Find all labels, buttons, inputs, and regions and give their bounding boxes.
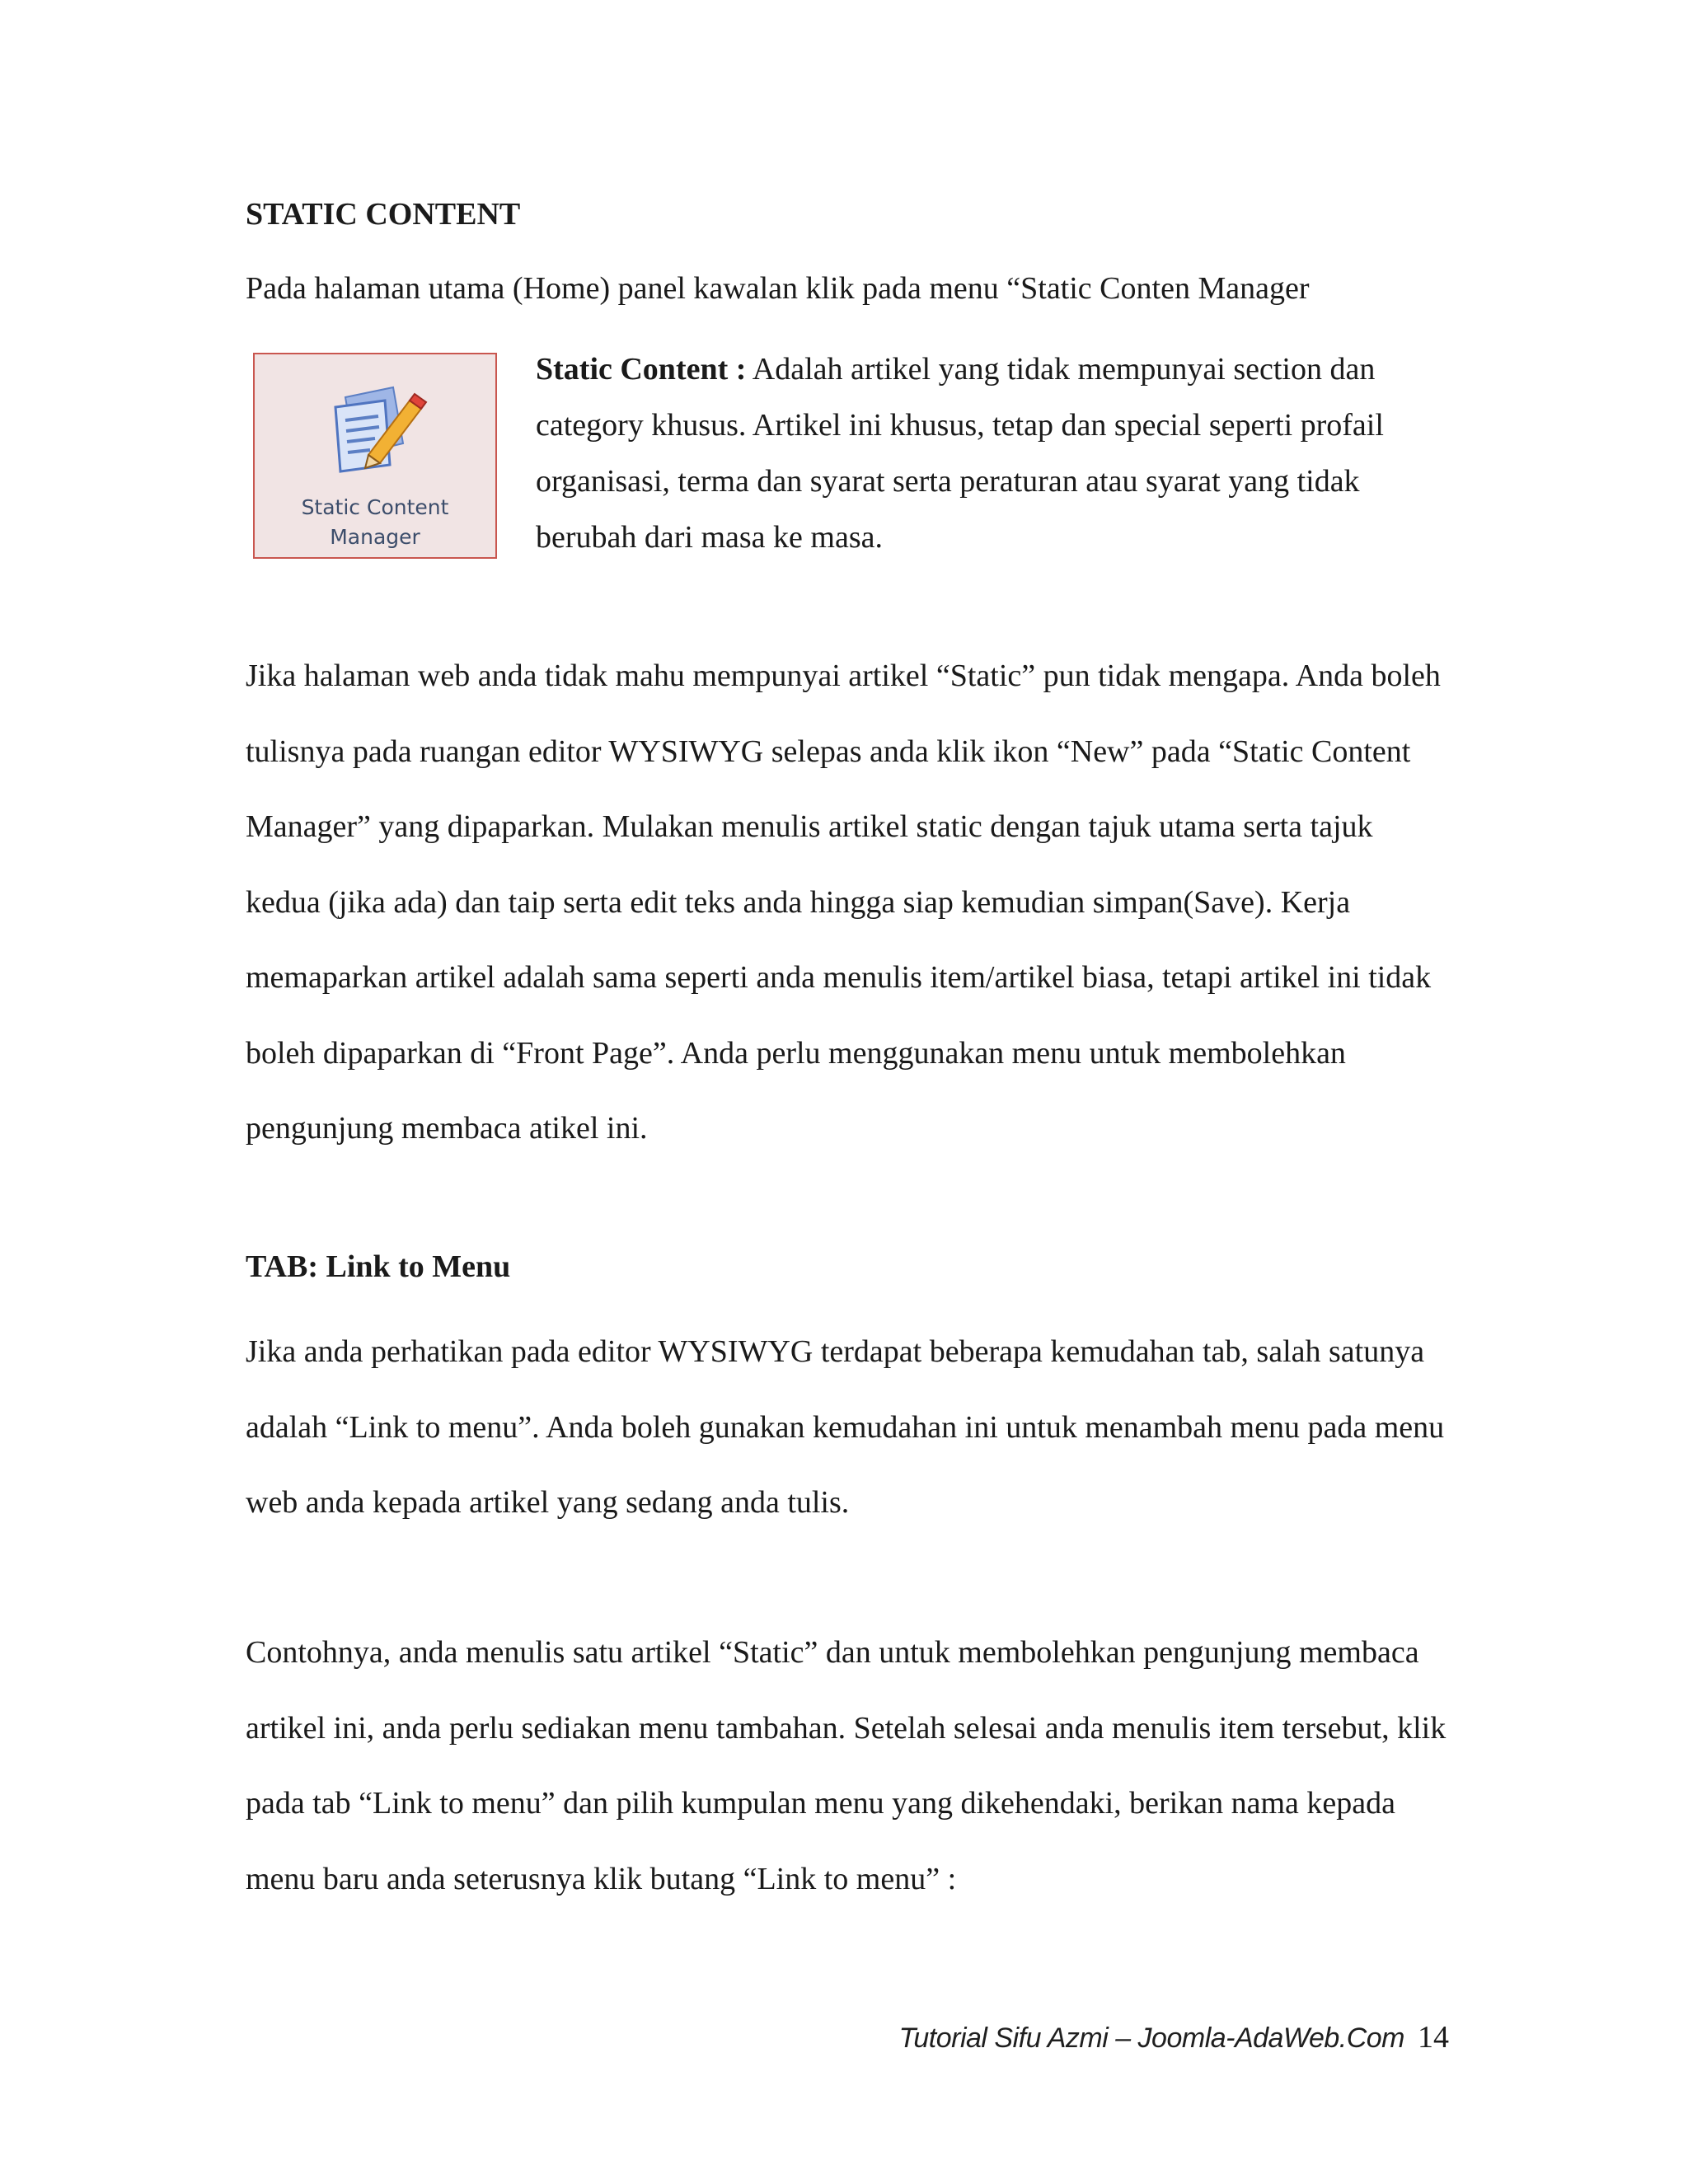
paragraph-static-article: Jika halaman web anda tidak mahu mempunyai artikel “Static” pun tidak mengapa. Anda boleh tulisnya pada ruangan editor WYSIWYG selepas anda klik ikon “New” pada “Static Content Manager” yang dipaparkan. Mulakan menulis artikel static dengan tajuk utama serta tajuk kedua (jika ada) dan taip serta edit teks anda hingga siap kemudian simpan(Save). Kerja memaparkan artikel adalah sama seperti anda menulis item/artikel biasa, tetapi artikel ini tidak boleh dipaparkan di “Front Page”. Anda perlu menggunakan menu untuk membolehkan pengunjung membaca atikel ini. bbox=[246, 658, 1441, 1146]
static-content-manager-icon bbox=[321, 379, 428, 482]
paragraph-link-to-menu-tab: Jika anda perhatikan pada editor WYSIWYG terdapat beberapa kemudahan tab, salah satunya adalah “Link to menu”. Anda boleh gunakan kemudahan ini untuk menambah menu pada menu web anda kepada artikel yang sedang anda tulis. bbox=[246, 1334, 1445, 1520]
definition-text: Adalah artikel yang tidak mempunyai section dan category khusus. Artikel ini khusus, tetap dan special seperti profail organisasi, terma dan syarat serta peraturan atau syarat yang tidak berubah dari masa ke masa. bbox=[536, 352, 1384, 555]
static-content-manager-label bbox=[255, 493, 495, 552]
definition-term: Static Content : bbox=[536, 352, 747, 387]
icon-label-line-1: Static Content bbox=[301, 495, 449, 519]
paragraph-example: Contohnya, anda menulis satu artikel “Static” dan untuk membolehkan pengunjung membaca artikel ini, anda perlu sediakan menu tambahan. Setelah selesai anda menulis item tersebut, klik pada tab “Link to menu” dan pilih kumpulan menu yang dikehendaki, berikan nama kepada menu baru anda seterusnya klik butang “Link to menu” : bbox=[246, 1635, 1447, 1896]
icon-label-line-2: Manager bbox=[330, 525, 420, 549]
page-footer bbox=[899, 2019, 1449, 2055]
intro-paragraph: Pada halaman utama (Home) panel kawalan klik pada menu “Static Conten Manager bbox=[246, 271, 1310, 306]
static-content-definition bbox=[536, 341, 1451, 565]
footer-credit: Tutorial Sifu Azmi – Joomla-AdaWeb.Com bbox=[898, 2022, 1404, 2054]
section-heading-static-content: STATIC CONTENT bbox=[246, 197, 521, 232]
section-heading-link-to-menu: TAB: Link to Menu bbox=[246, 1249, 511, 1284]
static-content-manager-button[interactable] bbox=[253, 353, 497, 559]
page-number: 14 bbox=[1418, 2020, 1449, 2055]
